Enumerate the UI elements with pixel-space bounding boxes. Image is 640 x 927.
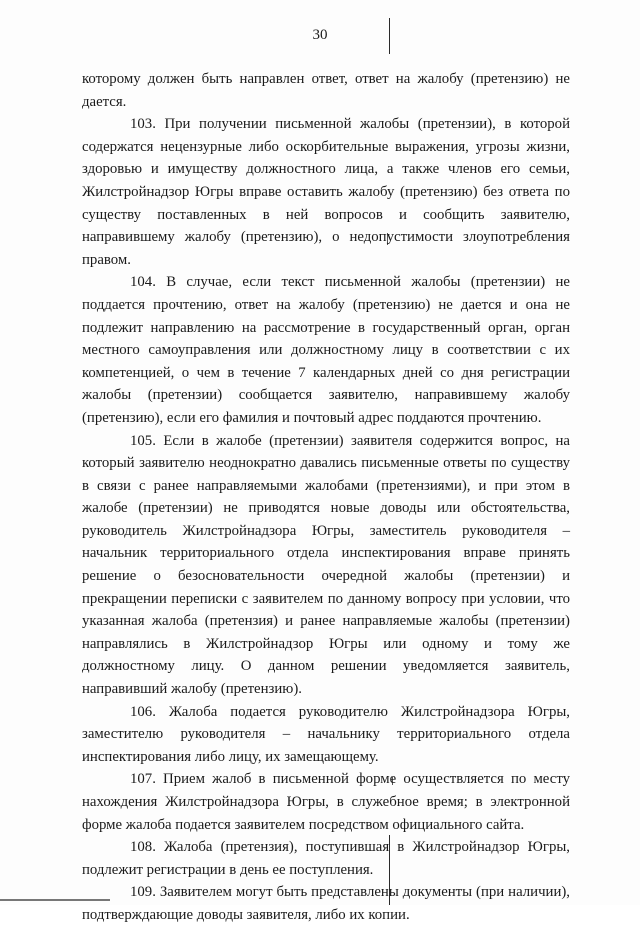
paragraph-continuation: которому должен быть направлен ответ, ответ на жалобу (претензию) не дается. <box>82 71 570 110</box>
paragraph-106: 106. Жалоба подается руководителю Жилстройнадзора Югры, заместителю руководителя – начальнику территориального отдела инспектирования либо лицу, их замещающему. <box>82 703 570 765</box>
paragraph-104: 104. В случае, если текст письменной жалобы (претензии) не поддается прочтению, ответ на жалобу (претензию) не дается и она не подлежит направлению на рассмотрение в государственный орган, орган местного самоуправления или должностному лицу в соответствии с их компетенцией, о чем в течение 7 календарных дней со дня регистрации жалобы (претензии) сообщается заявителю, направившему жалобу (претензию), если его фамилия и почтовый адрес поддаются прочтению. <box>82 274 570 426</box>
page-number: 30 <box>312 27 328 43</box>
scan-artifact-line-top <box>389 18 390 54</box>
paragraph-105: 105. Если в жалобе (претензии) заявителя содержится вопрос, на который заявителю неоднократно давались письменные ответы по существу в связи с ранее направляемыми жалобами (претензиями), и при этом в жалобе (претензии) не приводятся новые доводы или обстоятельства, руководитель Жилстройнадзора Югры, заместитель руководителя – начальник территориального отдела инспектирования вправе принять решение о безосновательности очередной жалобы (претензии) и прекращении переписки с заявителем по данному вопросу при условии, что указанная жалоба (претензия) и ранее направляемые жалобы (претензии) направлялись в Жилстройнадзор Югры или одному и тому же должностному лицу. О данном решении уведомляется заявитель, направивший жалобу (претензию). <box>82 432 570 698</box>
paragraph-103: 103. При получении письменной жалобы (претензии), в которой содержатся нецензурные либо оскорбительные выражения, угрозы жизни, здоровью и имуществу должностного лица, а также членов его семьи, Жилстройнадзор Югры вправе оставить жалобу (претензию) без ответа по существу поставленных в ней вопросов и сообщить заявителю, направившему жалобу (претензию), о недопустимости злоупотребления правом. <box>82 116 570 268</box>
paragraph-109: 109. Заявителем могут быть представлены документы (при наличии), подтверждающие доводы заявителя, либо их копии. <box>82 884 570 923</box>
document-body <box>82 68 570 927</box>
paragraph-108: 108. Жалоба (претензия), поступившая в Жилстройнадзор Югры, подлежит регистрации в день ее поступления. <box>82 839 570 878</box>
paragraph-107: 107. Прием жалоб в письменной форме осуществляется по месту нахождения Жилстройнадзора Югры, в служебное время; в электронной форме жалоба подается заявителем посредством официального сайта. <box>82 771 570 833</box>
